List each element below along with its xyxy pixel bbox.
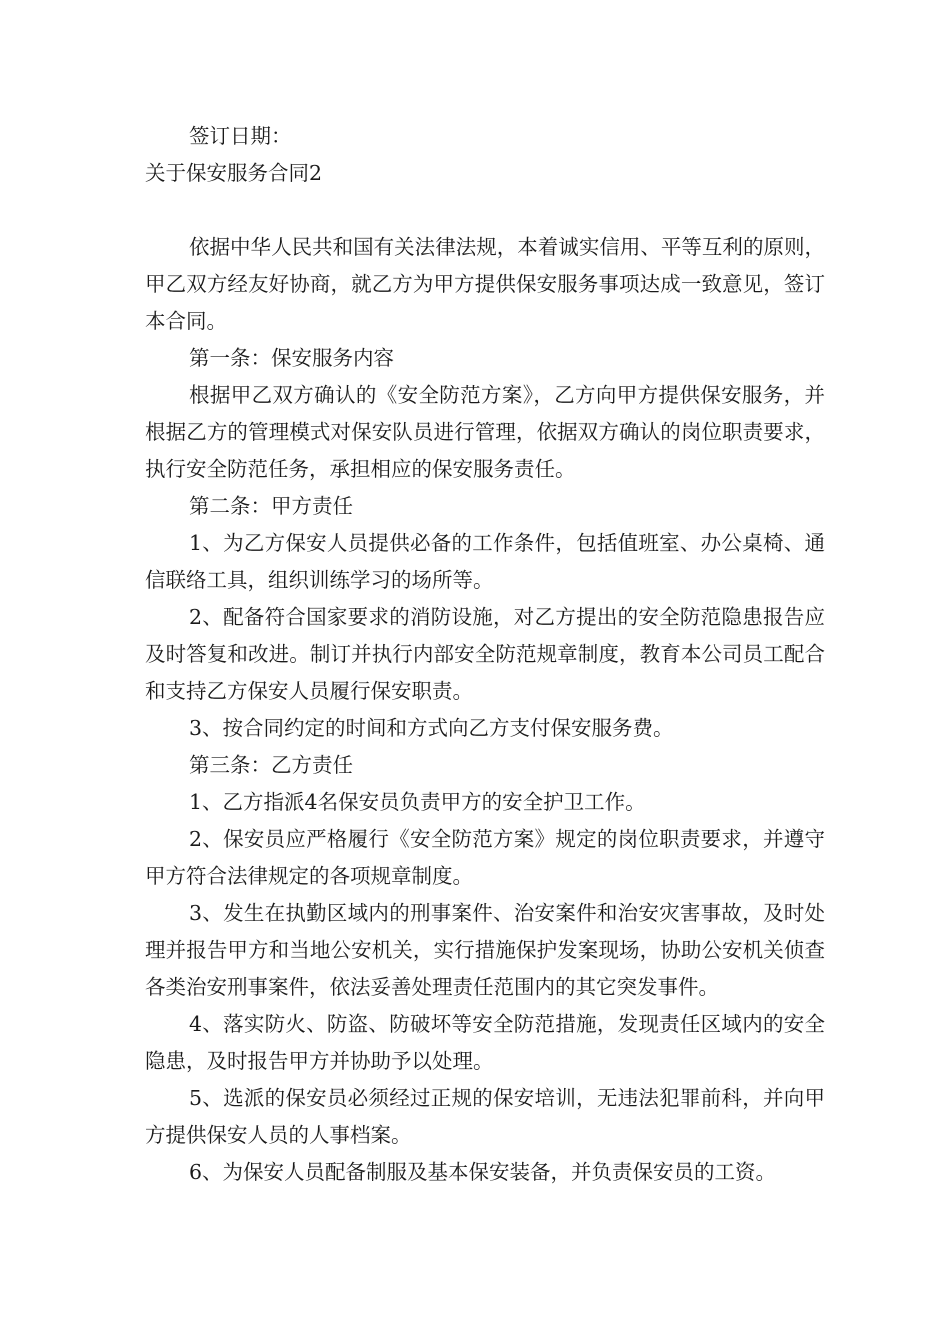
document-body bbox=[145, 118, 825, 1191]
article-3-item-2: 2、保安员应严格履行《安全防范方案》规定的岗位职责要求，并遵守甲方符合法律规定的各项规章制度。 bbox=[145, 827, 825, 888]
article-2-item-3: 3、按合同约定的时间和方式向乙方支付保安服务费。 bbox=[189, 716, 674, 740]
article-3-item-5: 5、选派的保安员必须经过正规的保安培训，无违法犯罪前科，并向甲方提供保安人员的人事档案。 bbox=[145, 1086, 825, 1147]
article-3-item-3: 3、发生在执勤区域内的刑事案件、治安案件和治安灾害事故，及时处理并报告甲方和当地公安机关，实行措施保护发案现场，协助公安机关侦查各类治安刑事案件，依法妥善处理责任范围内的其它突发事件。 bbox=[145, 901, 825, 999]
article-2-item-2: 2、配备符合国家要求的消防设施，对乙方提出的安全防范隐患报告应及时答复和改进。制订并执行内部安全防范规章制度，教育本公司员工配合和支持乙方保安人员履行保安职责。 bbox=[145, 605, 825, 703]
article-2-heading: 第二条：甲方责任 bbox=[189, 494, 353, 518]
article-1-paragraph: 根据甲乙双方确认的《安全防范方案》，乙方向甲方提供保安服务，并根据乙方的管理模式对保安队员进行管理，依据双方确认的岗位职责要求，执行安全防范任务，承担相应的保安服务责任。 bbox=[145, 383, 825, 481]
article-1-heading: 第一条：保安服务内容 bbox=[189, 346, 394, 370]
article-3-heading: 第三条：乙方责任 bbox=[189, 753, 353, 777]
contract-title: 关于保安服务合同2 bbox=[145, 161, 323, 185]
sign-date-label: 签订日期： bbox=[189, 124, 292, 148]
article-3-item-4: 4、落实防火、防盗、防破坏等安全防范措施，发现责任区域内的安全隐患，及时报告甲方并协助予以处理。 bbox=[145, 1012, 825, 1073]
preamble-paragraph: 依据中华人民共和国有关法律法规，本着诚实信用、平等互利的原则，甲乙双方经友好协商，就乙方为甲方提供保安服务事项达成一致意见，签订本合同。 bbox=[145, 235, 825, 333]
article-2-item-1: 1、为乙方保安人员提供必备的工作条件，包括值班室、办公桌椅、通信联络工具，组织训练学习的场所等。 bbox=[145, 531, 825, 592]
article-3-item-1: 1、乙方指派4名保安员负责甲方的安全护卫工作。 bbox=[189, 790, 646, 814]
article-3-item-6: 6、为保安人员配备制服及基本保安装备，并负责保安员的工资。 bbox=[189, 1160, 777, 1184]
